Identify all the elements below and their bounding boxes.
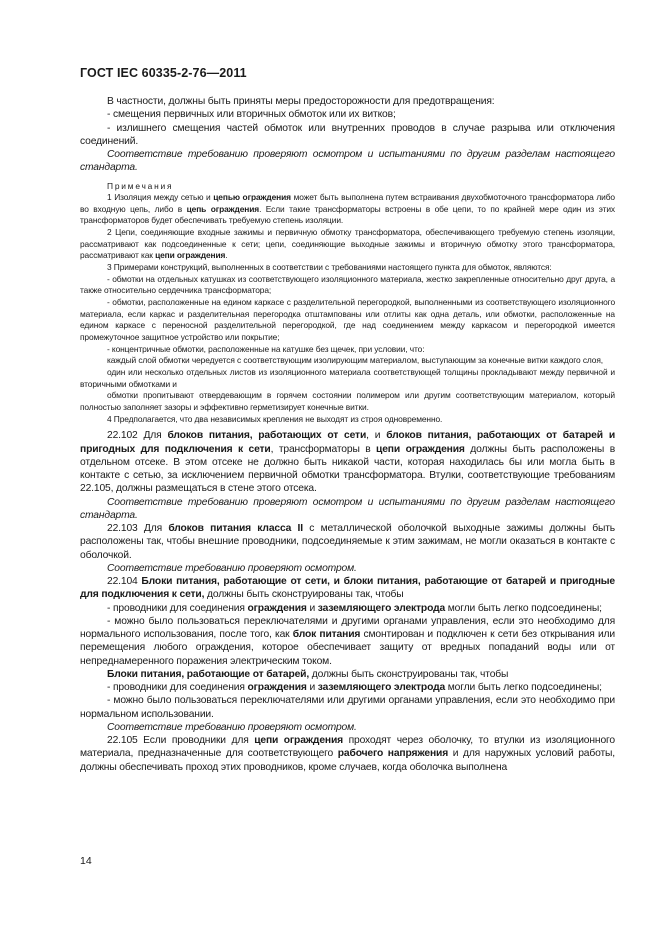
intro-item: - смещения первичных или вторичных обмоток или их витков; bbox=[107, 109, 396, 121]
note-3-item: каждый слой обмотки чередуется с соответствующим изолирующим материалом, выступающим за конечные витки каждого слоя, bbox=[107, 355, 604, 366]
notes-block bbox=[80, 181, 615, 426]
clause-number: 22.104 bbox=[107, 576, 138, 588]
list-item: - проводники для соединения ограждения и заземляющего электрода могли быть легко подсоединены; bbox=[107, 602, 602, 614]
clause-paragraph: Блоки питания, работающие от батарей, должны быть сконструированы так, чтобы bbox=[107, 668, 509, 680]
intro-item: - излишнего смещения частей обмоток или внутренних проводов в случае разрыва или отключения соединений. bbox=[80, 122, 615, 147]
note-2: 2 Цепи, соединяющие входные зажимы и первичную обмотку трансформатора, обеспечивающего требуемую степень изоляции, рассматривают как подсоединенные к сети; цепи, соединяющие выходные зажимы и вторичную обмотку этого трансформатора, рассматривают как цепи ограждения. bbox=[80, 227, 615, 261]
compliance-text: Соответствие требованию проверяют осмотром и испытаниями по другим разделам настоящего стандарта. bbox=[80, 149, 615, 174]
note-3-item: - обмотки, расположенные на едином каркасе с разделительной перегородкой, выполненными из соответствующего изоляционного материала, если каркас и разделительная перегородка отштампованы или отлиты как одна деталь, или обмотки, расположенные на едином каркасе с переносной разделительной перегородкой, где над соединением между каркасом и перегородкой имеется промежуточное защитное устройство или покрытие; bbox=[80, 297, 615, 343]
clause-number: 22.103 bbox=[107, 523, 138, 535]
notes-title: Примечания bbox=[107, 180, 174, 191]
page-number: 14 bbox=[80, 855, 92, 867]
intro-paragraph: В частности, должны быть приняты меры предосторожности для предотвращения: bbox=[107, 96, 495, 107]
page-content bbox=[80, 95, 615, 774]
compliance-text: Соответствие требованию проверяют осмотром. bbox=[107, 562, 357, 574]
note-3: 3 Примерами конструкций, выполненных в соответствии с требованиями настоящего пункта для обмоток, являются: bbox=[107, 262, 552, 273]
document-header: ГОСТ IEC 60335-2-76—2011 bbox=[80, 66, 247, 80]
note-3-item: - концентричные обмотки, расположенные на катушке без щечек, при условии, что: bbox=[107, 343, 425, 354]
list-item: - можно было пользоваться переключателями и другими органами управления, если это необходимо для нормального использования, после того, как блок питания смонтирован и подключен к сети без открывания или перемещения любого ограждения, которое обеспечивает защиту от вредных попаданий воды или от непреднамеренного поражения электрическим током. bbox=[80, 615, 616, 667]
clause-number: 22.102 bbox=[107, 430, 138, 442]
note-3-item: - обмотки на отдельных катушках из соответствующего изоляционного материала, жестко закрепленные относительно друг друга, а также относительно сердечника трансформатора; bbox=[80, 273, 615, 296]
note-1: 1 Изоляция между сетью и цепью ограждения может быть выполнена путем встраивания двухобмоточного трансформатора либо во входную цепь, либо в цепь ограждения. Если такие трансформаторы встроены в обе цепи, то по крайней мере один из этих трансформаторов будет обеспечивать требуемую степень изоляции. bbox=[80, 192, 615, 226]
list-item: - проводники для соединения ограждения и заземляющего электрода могли быть легко подсоединены; bbox=[107, 682, 602, 694]
clause-22-104: 22.104 Блоки питания, работающие от сети, и блоки питания, работающие от батарей и пригодные для подключения к сети, должны быть сконструированы так, чтобы bbox=[80, 576, 615, 601]
list-item: - можно было пользоваться переключателями или другими органами управления, если это необходимо при нормальном использовании. bbox=[80, 695, 615, 720]
note-3-item: обмотки пропитывают отвердевающим в горячем состоянии полимером или другим соответствующим материалом, который полностью заполняет зазоры и эффективно герметизирует конечные витки. bbox=[80, 390, 615, 412]
clause-22-102: 22.102 Для блоков питания, работающих от сети, и блоков питания, работающих от батарей и пригодных для подключения к сети, трансформаторы в цепи ограждения должны быть расположены в отдельном отсеке. В этом отсеке не должно быть никакой части, которая находилась бы или могла быть в контакте с сетью, за исключением первичной обмотки трансформатора. Втулки, соответствующие требованиям 22.105, должны размещаться в стене этого отсека. bbox=[80, 430, 616, 495]
clause-22-103: 22.103 Для блоков питания класса II с металлической оболочкой выходные зажимы должны быть расположены так, чтобы внешние проводники, подсоединяемые к этим зажимам, не могли оказаться в контакте с оболочкой. bbox=[80, 523, 615, 561]
compliance-text: Соответствие требованию проверяют осмотром. bbox=[107, 721, 357, 733]
note-3-item: один или несколько отдельных листов из изоляционного материала соответствующей толщины прокладывают между первичной и вторичными обмотками и bbox=[80, 367, 615, 389]
clause-number: 22.105 bbox=[107, 735, 138, 747]
compliance-text: Соответствие требованию проверяют осмотром и испытаниями по другим разделам настоящего стандарта. bbox=[80, 496, 615, 521]
note-4: 4 Предполагается, что два независимых крепления не выходят из строя одновременно. bbox=[107, 413, 443, 424]
clause-22-105: 22.105 Если проводники для цепи ограждения проходят через оболочку, то втулки из изоляционного материала, предназначенные для соответствующего рабочего напряжения и для наружных условий работы, должны обеспечивать проход этих проводников, кроме случаев, когда оболочка выполнена bbox=[80, 735, 615, 773]
